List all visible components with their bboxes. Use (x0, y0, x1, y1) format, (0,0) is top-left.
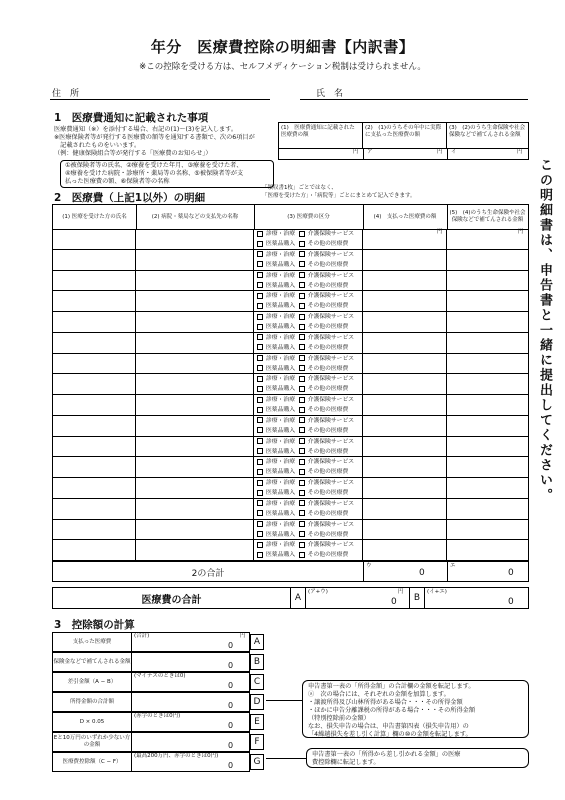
checkbox[interactable] (299, 241, 305, 247)
calc-row-letter: B (250, 654, 264, 670)
checkbox[interactable] (299, 531, 305, 537)
checkbox[interactable] (299, 448, 305, 454)
paid-amount-cell[interactable] (363, 333, 447, 353)
paid-amount-cell[interactable] (363, 437, 447, 457)
checkbox[interactable] (257, 282, 263, 288)
expense-category-cell: 診療・治療 介護保険サービス 医薬品購入 その他の医療費 (254, 229, 363, 249)
section2-heading: 2 医療費（上記1以外）の明細 (54, 192, 206, 204)
checkbox[interactable] (257, 490, 263, 496)
calc-row-value-cell[interactable] (132, 672, 250, 692)
calc-row-value-cell[interactable] (132, 692, 250, 712)
checkbox[interactable] (299, 552, 305, 558)
checkbox[interactable] (257, 261, 263, 267)
medical-total-box (52, 587, 529, 609)
patient-name-cell[interactable] (53, 520, 136, 540)
payee-name-cell[interactable] (136, 271, 254, 291)
address-line[interactable] (50, 99, 270, 100)
checkbox[interactable] (257, 324, 263, 330)
section1-table (278, 122, 529, 160)
checkbox[interactable] (299, 438, 305, 444)
s1-amount2-field[interactable] (363, 149, 448, 159)
reimbursed-amount-cell[interactable] (447, 354, 528, 374)
calc-row-unit: 円 (240, 633, 246, 639)
payee-name-cell[interactable] (136, 395, 254, 415)
calc-row (52, 672, 264, 692)
paid-amount-cell[interactable] (363, 395, 447, 415)
checkbox[interactable] (299, 293, 305, 299)
name-line[interactable] (300, 99, 528, 100)
checkbox[interactable] (299, 324, 305, 330)
checkbox[interactable] (257, 365, 263, 371)
address-label: 住 所 (52, 89, 80, 99)
calc-row-value: 0 (228, 661, 234, 670)
payee-name-cell[interactable] (136, 416, 254, 436)
patient-name-cell[interactable] (53, 499, 136, 519)
patient-name-cell[interactable] (53, 271, 136, 291)
checkbox[interactable] (257, 521, 263, 527)
payee-name-cell[interactable] (136, 457, 254, 477)
explain-g-note: 申告書第一表の「所得から差し引かれる金額」の医療 費控除欄に転記します。 (306, 748, 529, 768)
paid-amount-cell[interactable] (363, 499, 447, 519)
calc-table (52, 632, 264, 772)
table-row (53, 540, 528, 561)
patient-name-cell[interactable] (53, 478, 136, 498)
table-row (53, 333, 528, 354)
calc-row (52, 752, 264, 772)
payee-name-cell[interactable] (136, 437, 254, 457)
checkbox[interactable] (299, 303, 305, 309)
checkbox[interactable] (299, 427, 305, 433)
paid-amount-cell[interactable] (363, 250, 447, 270)
patient-name-cell[interactable] (53, 540, 136, 560)
table-row (53, 395, 528, 416)
checkbox[interactable] (257, 448, 263, 454)
reimbursed-amount-cell[interactable] (447, 374, 528, 394)
checkbox[interactable] (299, 314, 305, 320)
section2-note1: 「領収書1枚」ごとではなく、 (262, 185, 337, 191)
patient-name-cell[interactable] (53, 374, 136, 394)
checkbox[interactable] (299, 282, 305, 288)
reimbursed-amount-cell[interactable] (447, 333, 528, 353)
patient-name-cell[interactable] (53, 395, 136, 415)
s1-mark-a: ア (367, 149, 373, 155)
payee-name-cell[interactable] (136, 312, 254, 332)
reimbursed-amount-cell[interactable] (447, 312, 528, 332)
payee-name-cell[interactable] (136, 250, 254, 270)
name-label: 氏 名 (316, 89, 344, 99)
calc-row (52, 712, 264, 732)
checkbox[interactable] (257, 427, 263, 433)
checkbox[interactable] (299, 417, 305, 423)
medical-total-a-unit: 円 (398, 589, 404, 595)
table-row (53, 374, 528, 395)
form-subtitle: ※この控除を受ける方は、セルフメディケーション税制は受けられません。 (139, 62, 426, 72)
checkbox[interactable] (257, 552, 263, 558)
calc-row-value: 0 (228, 701, 234, 710)
paid-amount-cell[interactable] (363, 229, 447, 249)
checkbox[interactable] (299, 480, 305, 486)
checkbox[interactable] (257, 376, 263, 382)
expense-category-cell: 診療・治療 介護保険サービス 医薬品購入 その他の医療費 (254, 374, 363, 394)
checkbox[interactable] (257, 355, 263, 361)
reimbursed-amount-cell[interactable] (447, 499, 528, 519)
table-row (53, 271, 528, 292)
calc-row-letter: A (250, 634, 264, 650)
section1-description: 医療費通知（※）を添付する場合、右記の(1)～(3)を記入します。 ※医療保険者等が発行する医療費の額等を通知する書類で、次の6項目が 記載されたものをいいます。 （例：健康保険組合等が発行する「医療費のお知らせ」） (54, 126, 255, 157)
checkbox[interactable] (257, 459, 263, 465)
s1-col1-header: (1) 医療費通知に記載された医療費の額 (279, 123, 363, 149)
checkbox[interactable] (299, 459, 305, 465)
reimbursed-amount-cell[interactable] (447, 395, 528, 415)
reimbursed-amount-cell[interactable] (447, 291, 528, 311)
medical-total-b-letter: B (409, 588, 425, 608)
calc-row-label: D × 0.05 (52, 712, 132, 732)
reimbursed-amount-cell[interactable] (447, 437, 528, 457)
checkbox[interactable] (299, 500, 305, 506)
medical-total-b-value: 0 (508, 597, 514, 607)
calc-row-value: 0 (228, 761, 234, 770)
s2-rows (53, 229, 528, 561)
s1-col3-header: (3) (2)のうち生命保険や社会保険などで補てんされる金額 (447, 123, 528, 149)
calc-row-letter: F (250, 734, 264, 750)
s2-total-mark-e: エ (450, 563, 456, 569)
checkbox[interactable] (299, 376, 305, 382)
medical-total-a-letter: A (290, 588, 306, 608)
checkbox[interactable] (299, 355, 305, 361)
patient-name-cell[interactable] (53, 333, 136, 353)
checkbox[interactable] (257, 334, 263, 340)
s2-col5-header: (5) (4)のうち生命保険や社会保険などで補てんされる金額 (447, 205, 528, 230)
s2-total-row (53, 561, 528, 582)
expense-category-cell: 診療・治療 介護保険サービス 医薬品購入 その他の医療費 (254, 333, 363, 353)
medical-total-b-formula: (イ+エ) (427, 589, 447, 595)
expense-category-cell: 診療・治療 介護保険サービス 医薬品購入 その他の医療費 (254, 291, 363, 311)
payee-name-cell[interactable] (136, 520, 254, 540)
patient-name-cell[interactable] (53, 291, 136, 311)
checkbox[interactable] (299, 261, 305, 267)
table-row (53, 416, 528, 437)
paid-amount-cell[interactable] (363, 540, 447, 560)
checkbox[interactable] (257, 480, 263, 486)
expense-category-cell: 診療・治療 介護保険サービス 医薬品購入 その他の医療費 (254, 395, 363, 415)
checkbox[interactable] (299, 272, 305, 278)
checkbox[interactable] (257, 407, 263, 413)
checkbox[interactable] (299, 231, 305, 237)
calc-row-note: (最高200万円、赤字のときは0円) (134, 753, 219, 759)
calc-row (52, 732, 264, 752)
payee-name-cell[interactable] (136, 540, 254, 560)
calc-row-letter: D (250, 694, 264, 710)
s2-col1-header: (1) 医療を受けた方の氏名 (53, 205, 137, 230)
unit-label: 円 (518, 229, 524, 235)
medical-total-label: 医療費の合計 (141, 594, 202, 606)
table-row (53, 291, 528, 312)
payee-name-cell[interactable] (136, 374, 254, 394)
table-row (53, 229, 528, 250)
checkbox[interactable] (299, 542, 305, 548)
patient-name-cell[interactable] (53, 250, 136, 270)
checkbox[interactable] (299, 407, 305, 413)
checkbox[interactable] (257, 531, 263, 537)
medical-total-a-value: 0 (391, 597, 397, 607)
calc-row (52, 632, 264, 652)
patient-name-cell[interactable] (53, 457, 136, 477)
form-title: 年分 医療費控除の明細書【内訳書】 (150, 38, 415, 56)
s2-col3-header: (3) 医療費の区分 (254, 205, 364, 230)
checkbox[interactable] (257, 438, 263, 444)
checkbox[interactable] (299, 334, 305, 340)
expense-category-cell: 診療・治療 介護保険サービス 医薬品購入 その他の医療費 (254, 416, 363, 436)
calc-row-value-cell[interactable] (132, 752, 250, 772)
s1-mark-i: イ (451, 149, 457, 155)
checkbox[interactable] (257, 469, 263, 475)
checkbox[interactable] (257, 344, 263, 350)
s1-unit2: 円 (437, 149, 443, 155)
calc-row-label: 保険金などで補てんされる金額 (52, 652, 132, 672)
medical-total-a-formula: (ア+ウ) (308, 589, 328, 595)
unit-label: 円 (437, 229, 443, 235)
table-row (53, 478, 528, 499)
paid-amount-cell[interactable] (363, 416, 447, 436)
s2-total-u-value: 0 (419, 568, 425, 578)
reimbursed-amount-cell[interactable] (447, 250, 528, 270)
reimbursed-amount-cell[interactable] (447, 478, 528, 498)
reimbursed-amount-cell[interactable] (447, 416, 528, 436)
table-row (53, 437, 528, 458)
checkbox[interactable] (299, 469, 305, 475)
calc-row-note: (マイナスのときは0) (134, 673, 186, 679)
checkbox[interactable] (257, 510, 263, 516)
expense-category-cell: 診療・治療 介護保険サービス 医薬品購入 その他の医療費 (254, 250, 363, 270)
table-row (53, 457, 528, 478)
checkbox[interactable] (257, 231, 263, 237)
section1-items-note: ①被保険者等の氏名、②療養を受けた年月、③療養を受けた者、 ④療養を受けた病院・診療所・薬局等の名称、⑤被保険者等が支 払った医療費の額、⑥保険者等の名称 (60, 160, 274, 188)
reimbursed-amount-cell[interactable] (447, 540, 528, 560)
expense-category-cell: 診療・治療 介護保険サービス 医薬品購入 その他の医療費 (254, 312, 363, 332)
patient-name-cell[interactable] (53, 354, 136, 374)
calc-row-label: 所得金額の合計額 (52, 692, 132, 712)
patient-name-cell[interactable] (53, 229, 136, 249)
expense-category-cell: 診療・治療 介護保険サービス 医薬品購入 その他の医療費 (254, 520, 363, 540)
calc-row-value-cell[interactable] (132, 632, 250, 652)
section1-heading: 1 医療費通知に記載された事項 (54, 112, 209, 124)
calc-row-value: 0 (228, 721, 234, 730)
checkbox[interactable] (299, 521, 305, 527)
expense-category-cell: 診療・治療 介護保険サービス 医薬品購入 その他の医療費 (254, 354, 363, 374)
section3-heading: 3 控除額の計算 (54, 619, 135, 631)
s2-col4-header: (4) 支払った医療費の額 (363, 205, 448, 230)
checkbox[interactable] (257, 397, 263, 403)
table-row (53, 312, 528, 333)
calc-row-letter: G (250, 754, 264, 770)
paid-amount-cell[interactable] (363, 312, 447, 332)
expense-category-cell: 診療・治療 介護保険サービス 医薬品購入 その他の医療費 (254, 540, 363, 560)
payee-name-cell[interactable] (136, 478, 254, 498)
paid-amount-cell[interactable] (363, 291, 447, 311)
checkbox[interactable] (257, 241, 263, 247)
calc-row-value-cell[interactable] (132, 732, 250, 752)
s2-total-e-value: 0 (508, 568, 514, 578)
expense-category-cell: 診療・治療 介護保険サービス 医薬品購入 その他の医療費 (254, 478, 363, 498)
calc-row-letter: C (250, 674, 264, 690)
checkbox[interactable] (299, 251, 305, 257)
checkbox[interactable] (257, 293, 263, 299)
checkbox[interactable] (257, 303, 263, 309)
s2-total-mark-u: ウ (366, 563, 372, 569)
calc-row-value-cell[interactable] (132, 652, 250, 672)
section2-note2: 「医療を受けた方」・「病院等」ごとにまとめて記入できます。 (262, 193, 416, 199)
patient-name-cell[interactable] (53, 437, 136, 457)
side-note: この明細書は、申告書と一緒に提出してください。 (537, 158, 552, 503)
s1-col2-header: (2) (1)のうちその年中に実際に支払った医療費の額 (363, 123, 447, 149)
calc-row-value: 0 (228, 681, 234, 690)
patient-name-cell[interactable] (53, 312, 136, 332)
reimbursed-amount-cell[interactable] (447, 457, 528, 477)
calc-row-label: 医療費控除額（C − F） (52, 752, 132, 772)
expense-category-cell: 診療・治療 介護保険サービス 医薬品購入 その他の医療費 (254, 457, 363, 477)
paid-amount-cell[interactable] (363, 457, 447, 477)
checkbox[interactable] (257, 542, 263, 548)
calc-row (52, 652, 264, 672)
checkbox[interactable] (257, 500, 263, 506)
checkbox[interactable] (257, 314, 263, 320)
checkbox[interactable] (257, 386, 263, 392)
paid-amount-cell[interactable] (363, 478, 447, 498)
expense-category-cell: 診療・治療 介護保険サービス 医薬品購入 その他の医療費 (254, 437, 363, 457)
paid-amount-cell[interactable] (363, 271, 447, 291)
reimbursed-amount-cell[interactable] (447, 271, 528, 291)
checkbox[interactable] (299, 490, 305, 496)
checkbox[interactable] (299, 344, 305, 350)
expense-category-cell: 診療・治療 介護保険サービス 医薬品購入 その他の医療費 (254, 271, 363, 291)
payee-name-cell[interactable] (136, 499, 254, 519)
s1-amount3-field[interactable] (447, 149, 528, 159)
table-row (53, 499, 528, 520)
reimbursed-amount-cell[interactable] (447, 520, 528, 540)
reimbursed-amount-cell[interactable] (447, 229, 528, 249)
calc-row-value: 0 (228, 641, 234, 650)
payee-name-cell[interactable] (136, 291, 254, 311)
calc-row-label: Eと10万円のいずれか少ない方の金額 (52, 732, 132, 752)
table-row (53, 354, 528, 375)
payee-name-cell[interactable] (136, 333, 254, 353)
checkbox[interactable] (299, 397, 305, 403)
s1-amount1-field[interactable] (279, 149, 364, 159)
paid-amount-cell[interactable] (363, 354, 447, 374)
s1-unit1: 円 (353, 149, 359, 155)
s1-unit3: 円 (517, 149, 523, 155)
paid-amount-cell[interactable] (363, 374, 447, 394)
checkbox[interactable] (257, 272, 263, 278)
s2-col2-header: (2) 病院・薬局などの支払先の名称 (136, 205, 255, 230)
payee-name-cell[interactable] (136, 229, 254, 249)
table-row (53, 520, 528, 541)
calc-row-value-cell[interactable] (132, 712, 250, 732)
calc-row-label: 支払った医療費 (52, 632, 132, 652)
checkbox[interactable] (257, 251, 263, 257)
checkbox[interactable] (299, 365, 305, 371)
table-row (53, 250, 528, 271)
section2-table (52, 204, 529, 582)
calc-row-label: 差引金額（A − B） (52, 672, 132, 692)
expense-category-cell: 診療・治療 介護保険サービス 医薬品購入 その他の医療費 (254, 499, 363, 519)
checkbox[interactable] (299, 510, 305, 516)
payee-name-cell[interactable] (136, 354, 254, 374)
s2-total-label: 2の合計 (53, 562, 364, 582)
calc-row-letter: E (250, 714, 264, 730)
checkbox[interactable] (299, 386, 305, 392)
explain-d-note: 申告書第一表の「所得金額」の合計欄の金額を転記します。 ⓐ 次の場合には、それぞれの金額を加算します。 ・譲渡所得及び山林所得がある場合・・・その所得金額 ・ほかに申告分離課税の所得がある場合・・・その所得金額 （特別控除前の金額） なお、損失申告の場合は、申告書第四表（損失申告用）の 「4繰越損失を差し引く計算」欄の⑩の金額を転記します。 (302, 680, 529, 738)
calc-row-note: (赤字のときは0円) (134, 713, 181, 719)
calc-row-value: 0 (228, 741, 234, 750)
calc-row-note: (合計) (134, 633, 150, 639)
checkbox[interactable] (257, 417, 263, 423)
calc-row (52, 692, 264, 712)
paid-amount-cell[interactable] (363, 520, 447, 540)
patient-name-cell[interactable] (53, 416, 136, 436)
